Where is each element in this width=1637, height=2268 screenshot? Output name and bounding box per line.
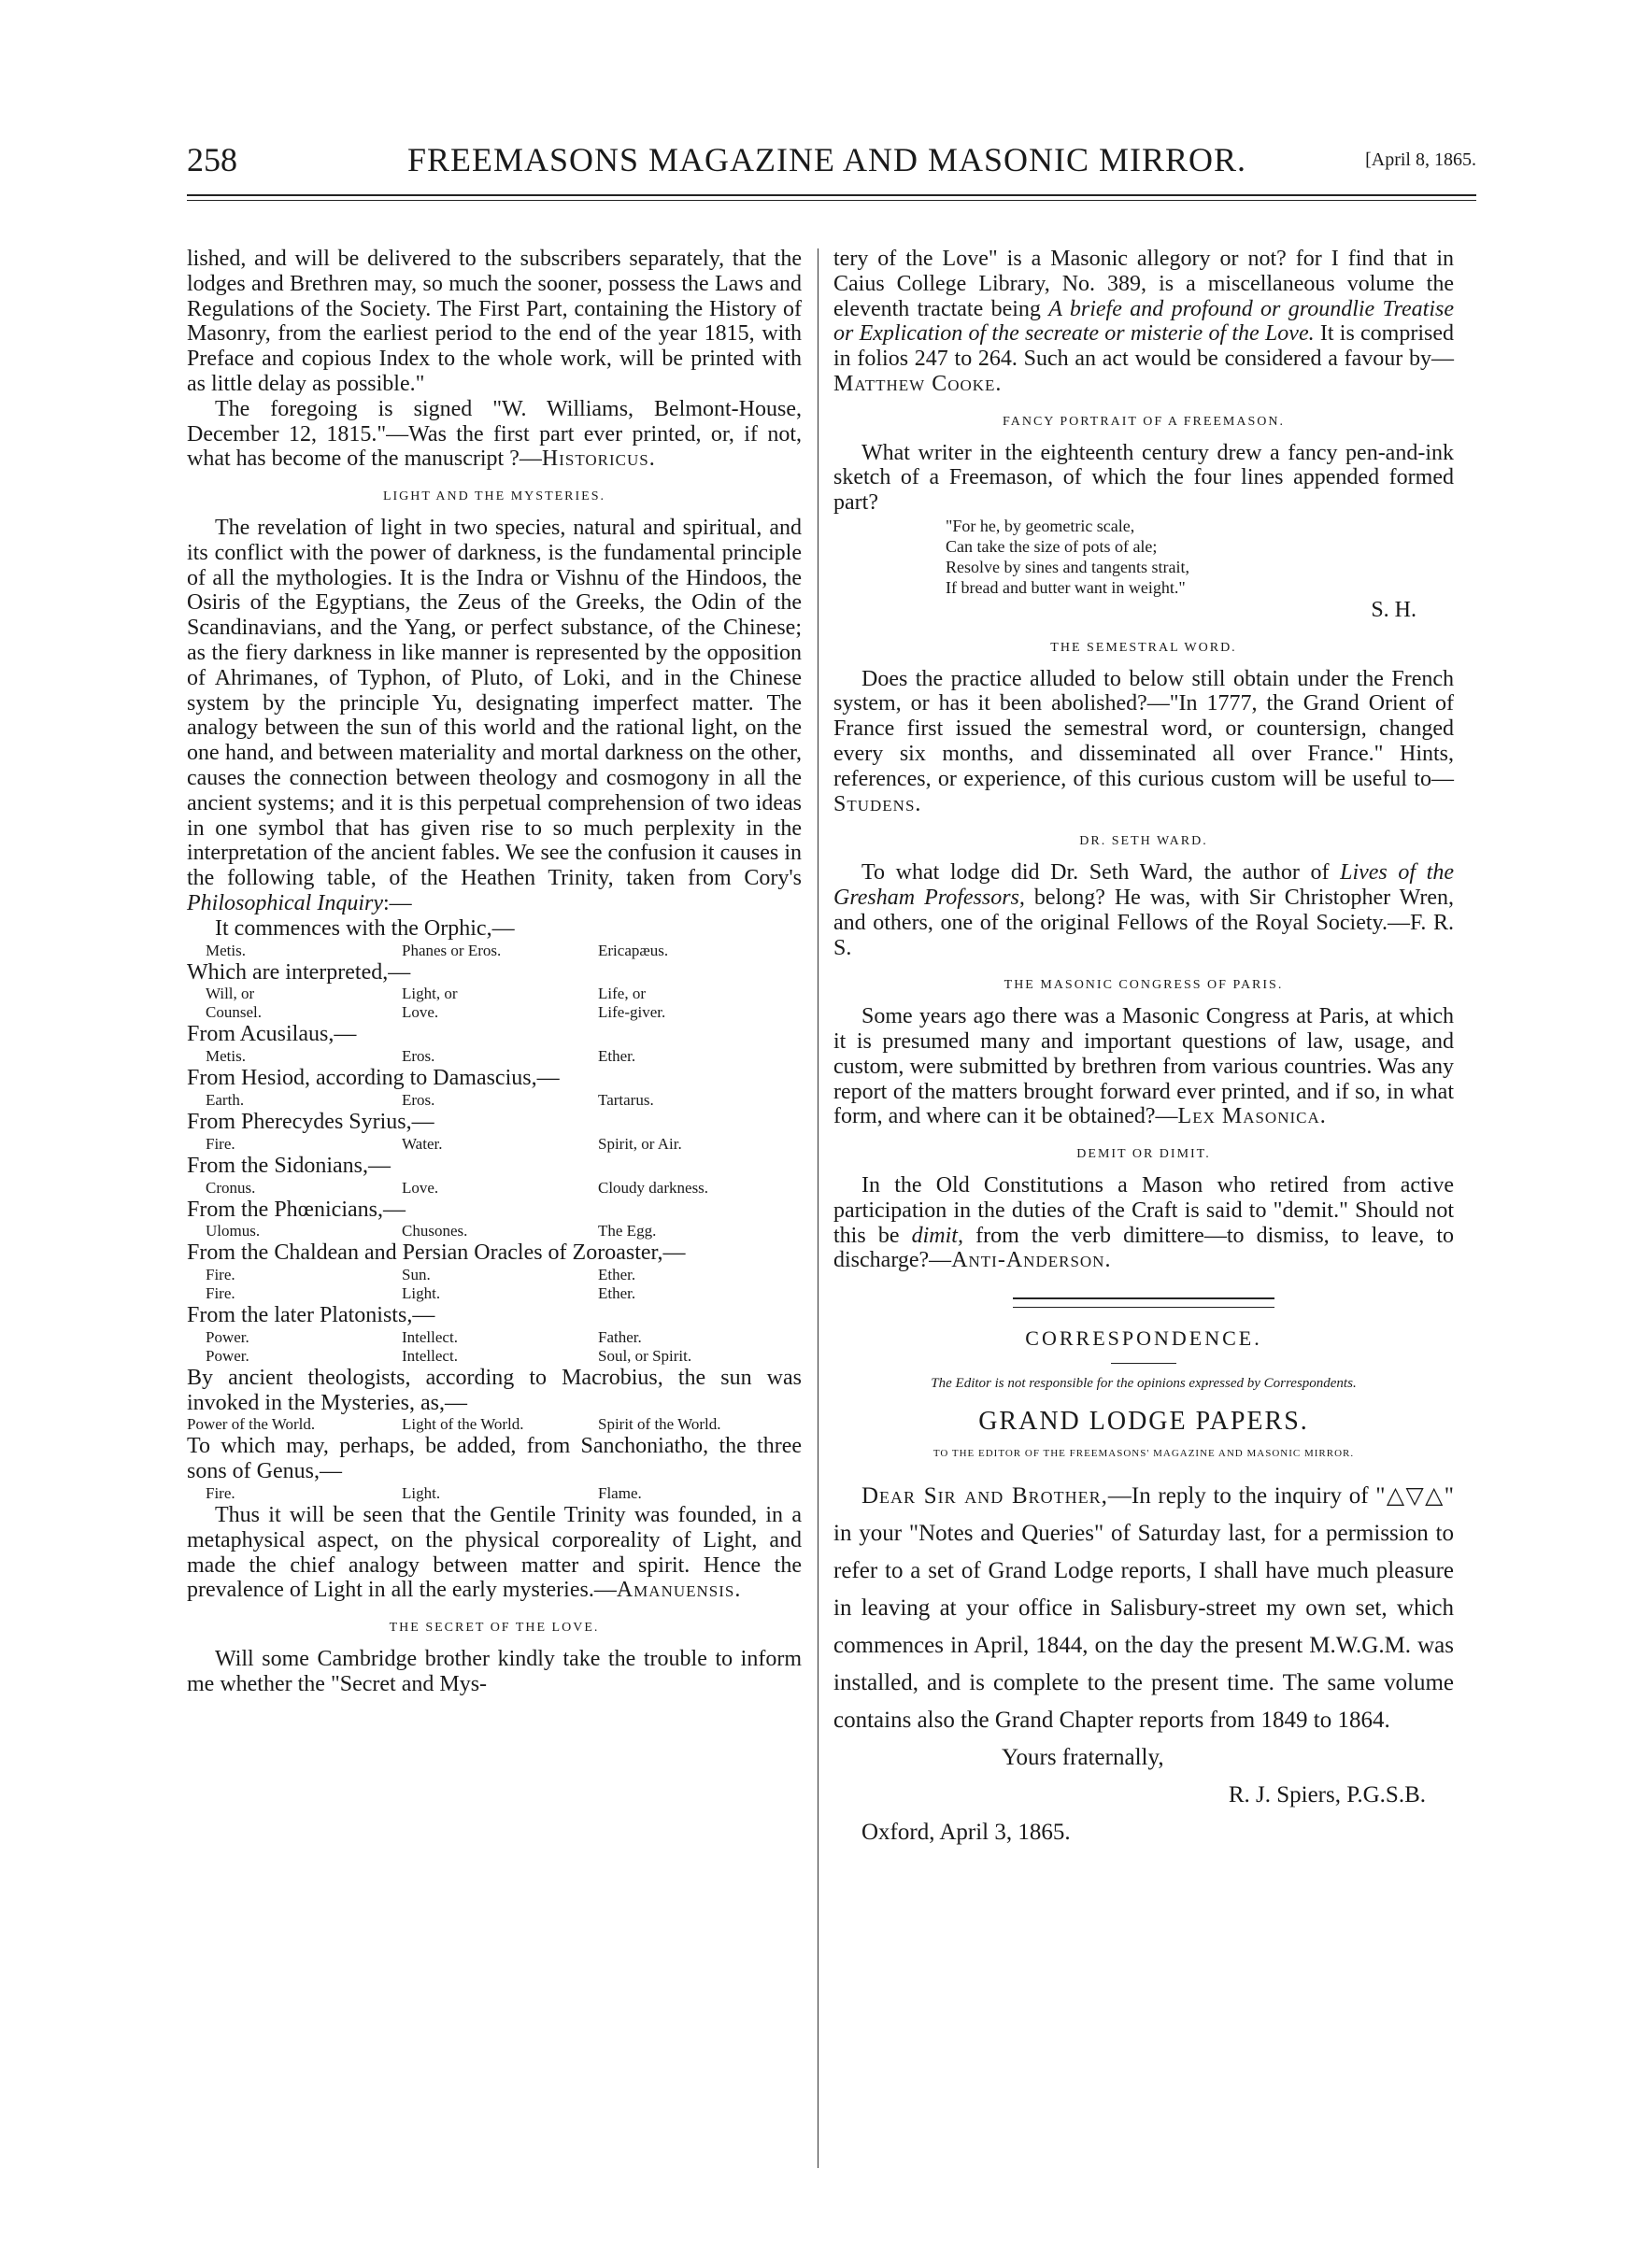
right-column [833, 247, 1454, 1851]
section-heading: THE MASONIC CONGRESS OF PARIS. [1004, 978, 1284, 993]
table-row: Power of the World. Light of the World. Spirit of the World. [187, 1415, 721, 1434]
verse-line: "For he, by geometric scale, [946, 516, 1135, 535]
article-paragraph [187, 397, 802, 472]
signature: Studens. [833, 791, 922, 816]
section-rule-thin [1013, 1307, 1274, 1308]
section-heading: DEMIT OR DIMIT. [1076, 1147, 1211, 1162]
signature: Amanuensis. [616, 1578, 742, 1603]
paragraph-text: from the verb dimittere—to dismiss, to leave, to discharge?— [833, 1223, 1455, 1273]
article-paragraph [187, 1503, 802, 1603]
table-row: Will, or Light, or Life, or [206, 985, 646, 1003]
table-intro: From Hesiod, according to Damascius,— [187, 1066, 560, 1091]
table-intro: To which may, perhaps, be added, from Sanchoniatho, the three sons of Genus,— [187, 1434, 802, 1484]
article-paragraph: lished, and will be delivered to the subscribers separately, that the lodges and Brethren may, so much the sooner, possess the Laws and Regulations of the Society. The First Part, containing the History of Masonry, from the earliest period to the end of the year 1815, with Preface and copious Index to the whole work, will be printed with as little delay as possible." [187, 247, 802, 396]
table-intro: From the Chaldean and Persian Oracles of Zoroaster,— [187, 1240, 686, 1266]
section-rule [1013, 1297, 1274, 1299]
paragraph-text: It is comprised in folios 247 to 264. Such an act would be considered a favour by— [833, 321, 1455, 372]
table-intro: From the Phœnicians,— [187, 1197, 406, 1222]
paragraph-text: belong? He was, with Sir Christopher Wren, and others, one of the original Fellows of the Royal Society.—F. R. S. [833, 885, 1454, 960]
signature: Matthew Cooke. [833, 371, 1003, 396]
signature: Lex Masonica. [1177, 1104, 1327, 1129]
table-row: Power. Intellect. Father. [206, 1327, 642, 1346]
table-intro: From Pherecydes Syrius,— [187, 1109, 434, 1134]
editor-note: The Editor is not responsible for the opinions expressed by Correspondents. [931, 1375, 1357, 1391]
table-row: Fire. Water. Spirit, or Air. [206, 1134, 682, 1153]
table-intro: From the Sidonians,— [187, 1153, 391, 1178]
section-heading: DR. SETH WARD. [1079, 834, 1208, 849]
article-paragraph [833, 667, 1454, 817]
left-column [187, 247, 802, 1697]
page-title: FREEMASONS MAGAZINE AND MASONIC MIRROR. [406, 141, 1247, 178]
header-rule [187, 194, 1476, 196]
table-row: Fire. Sun. Ether. [206, 1266, 636, 1284]
table-row: Cronus. Love. Cloudy darkness. [206, 1178, 709, 1197]
section-heading: THE SECRET OF THE LOVE. [389, 1621, 600, 1636]
book-title: Lives of the Gresham Professors, [833, 860, 1455, 910]
short-rule [1111, 1363, 1176, 1364]
table-intro: From the later Platonists,— [187, 1303, 435, 1328]
signature: Historicus. [541, 447, 656, 472]
page-header [187, 140, 1476, 187]
table-intro: From Acusilaus,— [187, 1022, 357, 1047]
paragraph-text: The revelation of light in two species, natural and spiritual, and its conflict with the power of darkness, is the fundamental principle of all the mythologies. It is the Indra or Vishnu of the Hindoos, the Osiris of the Egyptians, the Zeus of the Greeks, the Odin of the Scandinavians, and the Yang, or perfect substance, of the Chinese; as the fiery darkness in like manner is represented by the opposition of Ahrimanes, of Typhon, of Pluto, of Loki, and in the Chinese system by the principle Yu, designating imperfect matter. The analogy between the sun of this world and the rational light, on the one hand, and between materiality and mortal darkness on the other, causes the connection between theology and cosmogony in all the ancient systems; and it is this perpetual comprehension of two ideas in one symbol that has given rise to so much perplexity in the interpretation of the ancient fables. We see the confusion it causes in the following table, of the Heathen Trinity, taken from Cory's [187, 515, 802, 891]
table-row: Ulomus. Chusones. The Egg. [206, 1222, 657, 1240]
letter-addressee: TO THE EDITOR OF THE FREEMASONS' MAGAZINE AND MASONIC MIRROR. [932, 1448, 1355, 1460]
letter-text: —In reply to the inquiry of "△▽△" in your "Notes and Queries" of Saturday last, for a permission to refer to a set of Grand Lodge reports, I shall have much pleasure in leaving at your office in Salisbury-street my own set, which commences in April, 1844, on the day the present M.W.G.M. was installed, and is complete to the present time. The same volume contains also the Grand Chapter reports from 1849 to 1864. [833, 1483, 1454, 1734]
treatise-title: A briefe and profound or groundlie Treatise or Explication of the secreate or misterie of the Love. [833, 296, 1454, 347]
article-paragraph [833, 1173, 1454, 1273]
table-row: Fire. Light. Flame. [206, 1484, 642, 1503]
paragraph-text: The foregoing is signed "W. Williams, Belmont-House, December 12, 1815."—Was the first part ever printed, or, if not, what has become of the manuscript ?— [187, 396, 802, 472]
article-paragraph [187, 516, 802, 916]
correspondence-heading: CORRESPONDENCE. [1025, 1326, 1262, 1351]
paragraph-text: Does the practice alluded to below still obtain under the French system, or has it been abolished?—"In 1777, the Grand Orient of France first issued the semestral word, or countersign, changed every six months, and disseminated all over France." Hints, references, or experience, of this curious custom will be useful to— [833, 666, 1454, 791]
letter-place-date: Oxford, April 3, 1865. [861, 1820, 1071, 1846]
letter-heading: GRAND LODGE PAPERS. [978, 1406, 1309, 1436]
paragraph-text: Some years ago there was a Masonic Congress at Paris, at which it is presumed many and important questions of law, usage, and custom, were submitted by brethren from various countries. Was any report of the matters brought forward ever printed, and if so, in what form, and where can it be obtained?— [833, 1004, 1454, 1129]
table-row: Fire. Light. Ether. [206, 1284, 636, 1303]
letter [833, 1478, 1454, 1851]
article-paragraph [833, 247, 1454, 397]
verse-line: Resolve by sines and tangents strait, [946, 557, 1189, 576]
table-row: Counsel. Love. Life-giver. [206, 1003, 666, 1022]
section-heading: LIGHT AND THE MYSTERIES. [382, 489, 606, 504]
table-intro: Which are interpreted,— [187, 959, 411, 985]
salutation: Dear Sir and Brother, [861, 1483, 1108, 1510]
article-paragraph [833, 860, 1454, 960]
section-heading: FANCY PORTRAIT OF A FREEMASON. [1002, 414, 1285, 429]
signature: Anti-Anderson. [951, 1248, 1112, 1273]
issue-date: [April 8, 1865. [1365, 149, 1476, 170]
table-row: Metis. Eros. Ether. [206, 1047, 636, 1066]
page-number: 258 [187, 141, 237, 178]
book-title: Philosophical Inquiry [187, 890, 383, 915]
article-paragraph: Will some Cambridge brother kindly take the trouble to inform me whether the "Secret and Mys- [187, 1647, 802, 1696]
verse-line: If bread and butter want in weight." [946, 577, 1186, 597]
signature: S. H. [1371, 597, 1416, 622]
table-intro: It commences with the Orphic,— [215, 915, 515, 941]
table-intro: By ancient theologists, according to Macrobius, the sun was invoked in the Mysteries, as,— [187, 1365, 802, 1415]
paragraph-text: :— [382, 890, 412, 915]
letter-signer: R. J. Spiers, P.G.S.B. [1228, 1782, 1426, 1808]
verse [833, 516, 1454, 598]
paragraph-text: tery of the Love" is a Masonic allegory or not? for I find that in Caius College Library, No. 389, is a miscellaneous volume the eleventh tractate being [833, 247, 1454, 321]
header-rule-thin [187, 200, 1476, 201]
article-paragraph: What writer in the eighteenth century drew a fancy pen-and-ink sketch of a Freemason, of which the four lines appended formed part? [833, 440, 1454, 516]
paragraph-text: To what lodge did Dr. Seth Ward, the author of [861, 860, 1330, 886]
letter-body [833, 1478, 1454, 1739]
paragraph-text: Thus it will be seen that the Gentile Trinity was founded, in a metaphysical aspect, on the physical corporeality of Light, and made the chief analogy between matter and spirit. Hence the prevalence of Light in all the early mysteries.— [187, 1503, 802, 1603]
table-row: Power. Intellect. Soul, or Spirit. [206, 1346, 692, 1365]
verse-line: Can take the size of pots of ale; [946, 536, 1158, 556]
letter-closing: Yours fraternally, [1002, 1745, 1164, 1771]
table-row: Metis. Phanes or Eros. Ericapæus. [206, 941, 669, 959]
section-heading: THE SEMESTRAL WORD. [1050, 640, 1237, 655]
emphasis: dimit, [911, 1223, 963, 1248]
article-paragraph [833, 1004, 1454, 1129]
table-row: Earth. Eros. Tartarus. [206, 1090, 654, 1109]
paragraph-text: In the Old Constitutions a Mason who retired from active participation in the duties of the Craft is said to "demit." Should not this be [833, 1172, 1454, 1248]
